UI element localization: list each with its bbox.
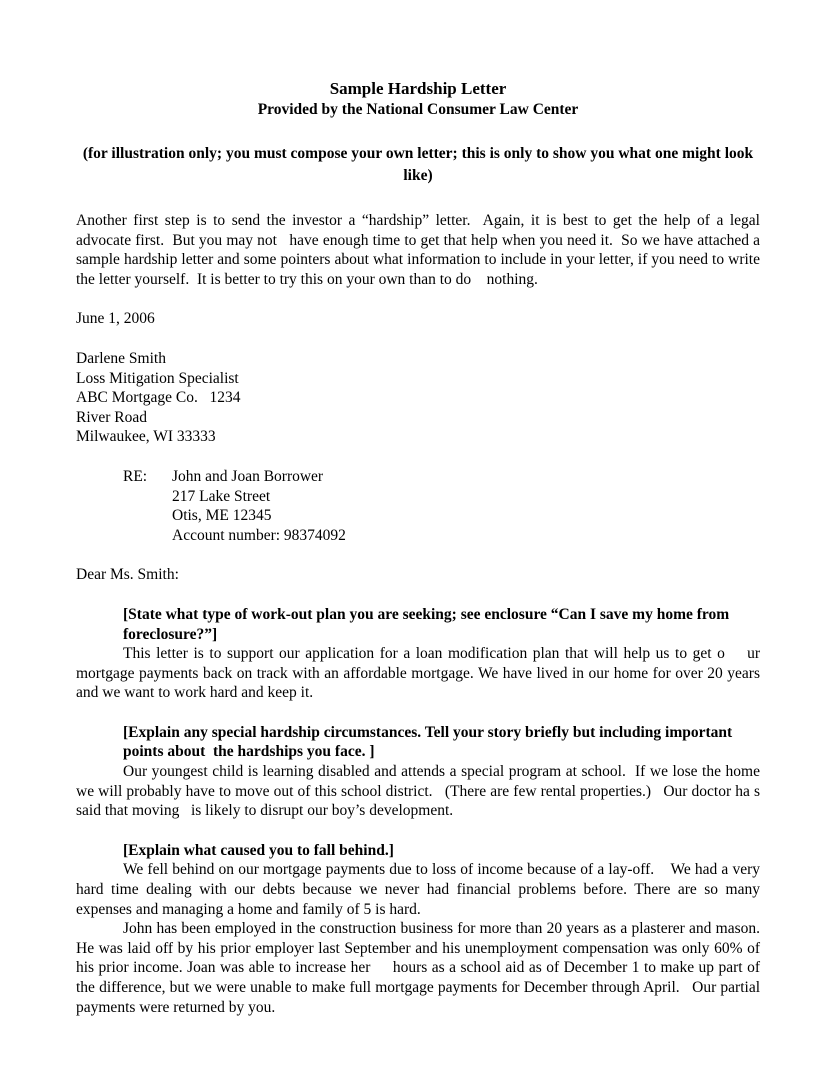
- re-lines: [172, 467, 346, 545]
- re-label: RE:: [123, 467, 148, 485]
- recipient-name: Darlene Smith: [76, 349, 166, 367]
- intro-paragraph: Another first step is to send the investor a “hardship” letter. Again, it is best to get the help of a legal advocate first. But you may not have enough time to get that help when you need it. So we have attached a sample hardship letter and some pointers about what information to include in your letter, if you need to write the letter yourself. It is better to try this on your own than to do nothing.: [76, 212, 764, 288]
- letter-date: June 1, 2006: [76, 310, 155, 328]
- section-paragraph: This letter is to support our application for a loan modification plan that will help us to get o ur mortgage payments back on track with an affordable mortgage. We have lived in our home for over 20 years and we want to work hard and keep it.: [76, 645, 764, 702]
- re-block: [123, 467, 760, 545]
- section-paragraph: We fell behind on our mortgage payments due to loss of income because of a lay-off. We had a very hard time dealing with our debts because we never had financial problems before. There are so many expenses and managing a home and family of 5 is hard.: [76, 861, 764, 918]
- re-account-number: Account number: 98374092: [172, 526, 346, 544]
- section-heading: [State what type of work-out plan you are seeking; see enclosure “Can I save my home from foreclosure?”]: [123, 605, 734, 643]
- salutation: Dear Ms. Smith:: [76, 566, 179, 584]
- section-paragraph: John has been employed in the construction business for more than 20 years as a plasterer and mason. He was laid off by his prior employer last September and his unemployment compensation was only 60% of his prior income. Joan was able to increase her hours as a school aid as of December 1 to make up part of the difference, but we were unable to make full mortgage payments for December through April. Our partial payments were returned by you.: [76, 920, 772, 1016]
- recipient-title: Loss Mitigation Specialist: [76, 369, 239, 387]
- section-workout-plan: [76, 605, 764, 703]
- section-hardship-circumstances: [76, 723, 764, 821]
- recipient-city: Milwaukee, WI 33333: [76, 428, 216, 446]
- document-title: Sample Hardship Letter: [329, 79, 507, 98]
- re-street: 217 Lake Street: [172, 487, 271, 505]
- section-heading: [Explain what caused you to fall behind.]: [123, 841, 394, 859]
- illustration-note: (for illustration only; you must compose your own letter; this is only to show you what one might look like): [82, 145, 754, 184]
- recipient-street: River Road: [76, 408, 148, 426]
- section-heading: [Explain any special hardship circumstances. Tell your story briefly but including important points about the hardships you face. ]: [123, 723, 737, 761]
- section-cause-of-falling-behind: [76, 841, 772, 1017]
- recipient-address: [76, 349, 760, 447]
- recipient-company: ABC Mortgage Co. 1234: [76, 389, 241, 407]
- re-city: Otis, ME 12345: [172, 507, 272, 525]
- document-subtitle: Provided by the National Consumer Law Center: [257, 101, 579, 118]
- re-borrower-names: John and Joan Borrower: [172, 467, 324, 485]
- section-paragraph: Our youngest child is learning disabled and attends a special program at school. If we lose the home we will probably have to move out of this school district. (There are few rental properties.) Our doctor ha s said that moving is likely to disrupt our boy’s development.: [76, 763, 764, 820]
